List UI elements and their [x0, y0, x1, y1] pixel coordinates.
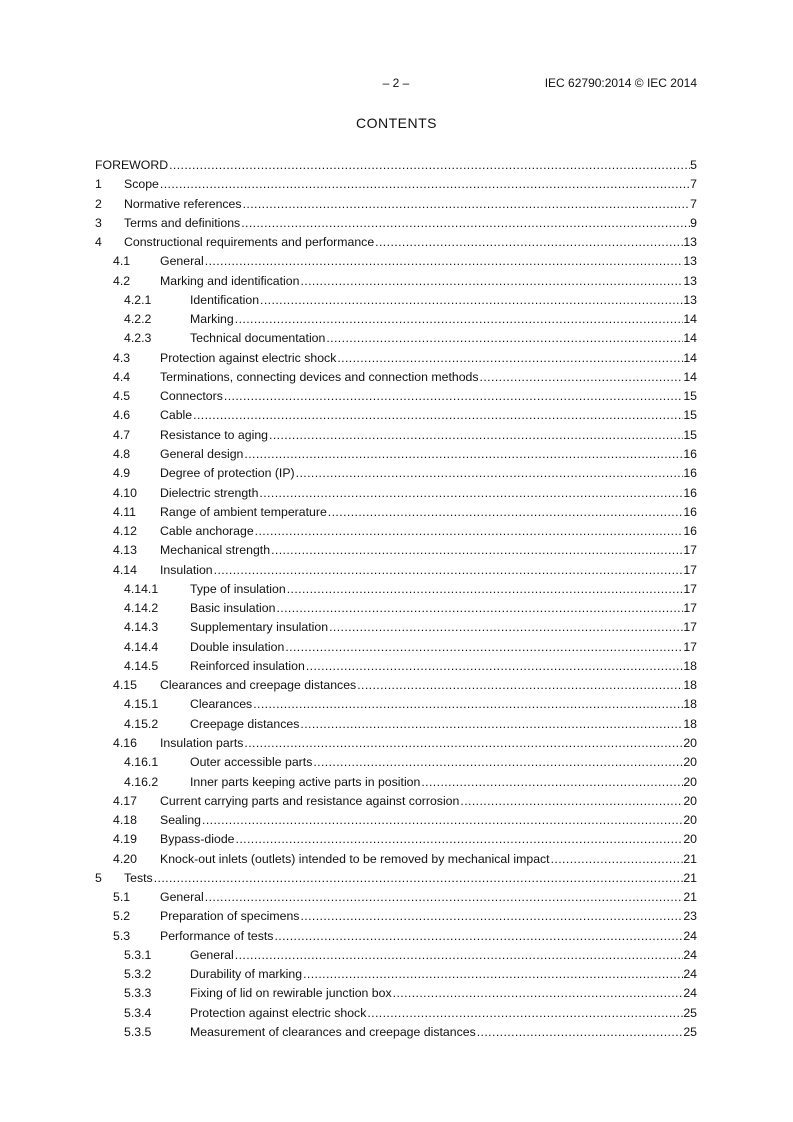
toc-entry-line — [160, 676, 697, 695]
toc-entry-line — [190, 946, 697, 965]
toc-entry-line — [190, 310, 697, 329]
toc-leader-dots — [168, 156, 690, 175]
toc-leader-dots — [153, 869, 684, 888]
toc-leader-dots — [243, 445, 683, 464]
toc-entry[interactable] — [95, 561, 697, 580]
toc-entry-line — [160, 888, 697, 907]
toc-entry-title: Protection against electric shock — [160, 350, 337, 365]
toc-entry[interactable] — [95, 773, 697, 792]
toc-entry-page: 13 — [683, 254, 697, 269]
toc-leader-dots — [328, 618, 683, 637]
toc-entry-title: FOREWORD — [95, 158, 169, 172]
toc-entry-page: 7 — [690, 177, 697, 192]
toc-entry-line — [190, 773, 697, 792]
toc-entry[interactable] — [95, 850, 697, 869]
toc-entry-title: Cable anchorage — [160, 524, 254, 539]
toc-entry-page: 15 — [683, 427, 697, 442]
toc-entry-page: 20 — [683, 735, 697, 750]
toc-entry-title: Scope — [124, 177, 159, 192]
toc-entry-page: 14 — [683, 350, 697, 365]
toc-leader-dots — [299, 907, 683, 926]
toc-entry-title: General — [190, 947, 234, 962]
toc-entry-line — [190, 580, 697, 599]
toc-entry-line — [124, 195, 697, 214]
toc-entry-title: Insulation parts — [160, 735, 244, 750]
toc-entry[interactable] — [95, 965, 697, 984]
toc-entry-line — [160, 811, 697, 830]
toc-entry-number: 1 — [95, 177, 102, 192]
toc-entry-number: 4.14.3 — [124, 620, 159, 635]
toc-entry-line — [160, 426, 697, 445]
toc-entry-title: Normative references — [124, 196, 242, 211]
toc-entry[interactable] — [95, 676, 697, 695]
page-title: CONTENTS — [356, 115, 437, 131]
toc-entry-number: 4.20 — [113, 851, 137, 866]
toc-entry-title: Identification — [190, 292, 260, 307]
toc-leader-dots — [259, 291, 683, 310]
toc-entry-page: 24 — [683, 967, 697, 982]
toc-entry-number: 5.1 — [113, 890, 131, 905]
toc-leader-dots — [327, 503, 684, 522]
toc-leader-dots — [204, 252, 684, 271]
toc-entry[interactable] — [95, 426, 697, 445]
toc-leader-dots — [479, 368, 684, 387]
toc-leader-dots — [305, 657, 683, 676]
toc-leader-dots — [234, 310, 684, 329]
toc-entry-title: Reinforced insulation — [190, 658, 305, 673]
toc-leader-dots — [275, 599, 683, 618]
toc-entry[interactable] — [95, 214, 697, 233]
toc-entry[interactable] — [95, 657, 697, 676]
toc-entry-number: 4.16 — [113, 735, 137, 750]
toc-entry-line — [124, 233, 697, 252]
toc-entry-page: 20 — [683, 832, 697, 847]
toc-leader-dots — [223, 387, 683, 406]
toc-entry-line — [160, 406, 697, 425]
toc-entry-line — [190, 984, 697, 1003]
toc-entry-number: 4.2 — [113, 273, 131, 288]
toc-entry-line — [190, 618, 697, 637]
toc-entry-page: 25 — [683, 1024, 697, 1039]
toc-leader-dots — [204, 888, 684, 907]
toc-entry[interactable] — [95, 445, 697, 464]
toc-entry-line — [160, 561, 697, 580]
toc-entry-title: Marking — [190, 312, 234, 327]
toc-leader-dots — [234, 946, 684, 965]
toc-entry-title: Measurement of clearances and creepage distances — [190, 1024, 476, 1039]
toc-entry-title: Terms and definitions — [124, 215, 241, 230]
toc-leader-dots — [356, 676, 683, 695]
toc-entry[interactable] — [95, 484, 697, 503]
toc-entry-line — [160, 734, 697, 753]
toc-leader-dots — [325, 329, 683, 348]
toc-entry-page: 15 — [683, 389, 697, 404]
toc-entry-title: Supplementary insulation — [190, 620, 329, 635]
toc-entry-title: General — [160, 254, 204, 269]
toc-entry[interactable] — [95, 349, 697, 368]
toc-entry-title: Outer accessible parts — [190, 755, 313, 770]
toc-entry-number: 4.16.2 — [124, 774, 159, 789]
toc-entry-title: Knock-out inlets (outlets) intended to be removed by mechanical impact — [160, 851, 550, 866]
toc-entry-page: 20 — [683, 774, 697, 789]
toc-entry-title: Insulation — [160, 562, 213, 577]
toc-entry-number: 4.11 — [113, 504, 137, 519]
toc-leader-dots — [273, 927, 683, 946]
toc-entry-number: 4.14 — [113, 562, 137, 577]
page-header — [95, 76, 697, 92]
toc-entry-number: 4.14.4 — [124, 639, 159, 654]
toc-entry-line — [160, 792, 697, 811]
toc-leader-dots — [392, 984, 684, 1003]
toc-entry-title: Performance of tests — [160, 928, 274, 943]
toc-entry-number: 2 — [95, 196, 102, 211]
toc-leader-dots — [235, 830, 684, 849]
toc-entry-title: Range of ambient temperature — [160, 504, 327, 519]
toc-entry-number: 5.3 — [113, 928, 131, 943]
toc-entry-line — [190, 1023, 697, 1042]
toc-leader-dots — [242, 195, 691, 214]
toc-entry-page: 18 — [683, 697, 697, 712]
toc-entry-title: Clearances and creepage distances — [160, 678, 357, 693]
toc-leader-dots — [299, 715, 683, 734]
toc-entry-page: 16 — [683, 446, 697, 461]
toc-entry-line — [160, 522, 697, 541]
toc-entry-number: 4.2.1 — [124, 292, 152, 307]
toc-entry-line — [124, 175, 697, 194]
toc-entry-line — [160, 927, 697, 946]
toc-leader-dots — [420, 773, 683, 792]
toc-entry-number: 4.12 — [113, 524, 137, 539]
toc-entry-title: Dielectric strength — [160, 485, 259, 500]
toc-entry-line — [160, 503, 697, 522]
toc-entry-page: 20 — [683, 793, 697, 808]
toc-leader-dots — [286, 580, 684, 599]
toc-entry-number: 4.6 — [113, 408, 131, 423]
toc-entry-page: 13 — [683, 273, 697, 288]
toc-entry-title: Durability of marking — [190, 967, 303, 982]
toc-entry[interactable] — [95, 195, 697, 214]
toc-entry-page: 16 — [683, 485, 697, 500]
toc-entry[interactable] — [95, 310, 697, 329]
toc-entry-number: 4.3 — [113, 350, 131, 365]
toc-entry-line — [160, 445, 697, 464]
toc-leader-dots — [268, 426, 683, 445]
toc-entry-line — [160, 830, 697, 849]
toc-entry-number: 4.7 — [113, 427, 131, 442]
toc-entry-title: Basic insulation — [190, 601, 276, 616]
toc-leader-dots — [159, 175, 690, 194]
toc-entry-number: 4.19 — [113, 832, 137, 847]
toc-entry-line — [95, 156, 697, 175]
toc-entry-line — [160, 464, 697, 483]
toc-leader-dots — [336, 349, 683, 368]
toc-entry-page: 14 — [683, 369, 697, 384]
toc-entry-line — [124, 869, 697, 888]
toc-entry[interactable] — [95, 406, 697, 425]
toc-entry-page: 21 — [683, 851, 697, 866]
toc-entry[interactable] — [95, 175, 697, 194]
toc-entry-page: 18 — [683, 678, 697, 693]
toc-leader-dots — [201, 811, 683, 830]
toc-entry[interactable] — [95, 387, 697, 406]
toc-entry[interactable] — [95, 984, 697, 1003]
toc-entry-title: Double insulation — [190, 639, 285, 654]
toc-entry-page: 7 — [690, 196, 697, 211]
toc-entry[interactable] — [95, 888, 697, 907]
toc-entry[interactable] — [95, 329, 697, 348]
toc-entry-line — [190, 599, 697, 618]
toc-entry-number: 5.3.3 — [124, 986, 152, 1001]
toc-entry[interactable] — [95, 252, 697, 271]
toc-entry-number: 4.8 — [113, 446, 131, 461]
toc-leader-dots — [240, 214, 690, 233]
toc-entry-number: 4.2.2 — [124, 312, 152, 327]
toc-leader-dots — [302, 965, 683, 984]
toc-entry[interactable] — [95, 618, 697, 637]
toc-entry-number: 4.14.2 — [124, 601, 159, 616]
toc-entry[interactable] — [95, 927, 697, 946]
toc-entry-title: Mechanical strength — [160, 543, 271, 558]
toc-leader-dots — [366, 1004, 683, 1023]
toc-entry[interactable] — [95, 1004, 697, 1023]
toc-entry-page: 24 — [683, 947, 697, 962]
toc-leader-dots — [550, 850, 684, 869]
toc-entry-page: 17 — [683, 601, 697, 616]
toc-leader-dots — [284, 638, 683, 657]
toc-entry-page: 16 — [683, 504, 697, 519]
toc-entry-page: 13 — [683, 235, 697, 250]
toc-entry[interactable] — [95, 156, 697, 175]
toc-entry[interactable] — [95, 580, 697, 599]
toc-entry-title: Tests — [124, 870, 153, 885]
toc-entry-page: 17 — [683, 620, 697, 635]
toc-entry[interactable] — [95, 946, 697, 965]
toc-entry-title: General — [160, 890, 204, 905]
toc-entry[interactable] — [95, 272, 697, 291]
toc-entry-line — [160, 484, 697, 503]
toc-entry-line — [160, 349, 697, 368]
toc-entry-line — [190, 1004, 697, 1023]
toc-entry-page: 25 — [683, 1005, 697, 1020]
toc-leader-dots — [312, 753, 683, 772]
toc-leader-dots — [192, 406, 683, 425]
toc-entry-title: Inner parts keeping active parts in position — [190, 774, 421, 789]
toc-entry-page: 17 — [683, 543, 697, 558]
toc-entry-title: Bypass-diode — [160, 832, 235, 847]
toc-entry-page: 23 — [683, 909, 697, 924]
toc-entry-number: 4.2.3 — [124, 331, 152, 346]
toc-entry[interactable] — [95, 869, 697, 888]
toc-leader-dots — [295, 464, 684, 483]
toc-entry-number: 4.17 — [113, 793, 137, 808]
toc-entry-line — [190, 715, 697, 734]
toc-entry-number: 4.13 — [113, 543, 137, 558]
toc-entry-page: 24 — [683, 986, 697, 1001]
toc-entry-title: Creepage distances — [190, 716, 300, 731]
toc-entry[interactable] — [95, 792, 697, 811]
toc-entry-line — [190, 695, 697, 714]
toc-entry-title: Clearances — [190, 697, 253, 712]
toc-leader-dots — [299, 272, 683, 291]
toc-entry-page: 15 — [683, 408, 697, 423]
toc-entry-line — [160, 387, 697, 406]
toc-entry-title: Marking and identification — [160, 273, 300, 288]
toc-entry-page: 17 — [683, 639, 697, 654]
toc-entry-number: 4.16.1 — [124, 755, 159, 770]
toc-entry[interactable] — [95, 695, 697, 714]
toc-entry[interactable] — [95, 830, 697, 849]
toc-entry-title: Protection against electric shock — [190, 1005, 367, 1020]
toc-entry-title: Sealing — [160, 813, 202, 828]
toc-entry-number: 4.14.5 — [124, 658, 159, 673]
toc-entry-number: 4.1 — [113, 254, 131, 269]
toc-entry[interactable] — [95, 811, 697, 830]
toc-entry-number: 4.15.2 — [124, 716, 159, 731]
toc-entry-number: 5.3.1 — [124, 947, 152, 962]
toc-entry-line — [160, 850, 697, 869]
toc-entry[interactable] — [95, 753, 697, 772]
toc-entry-line — [124, 214, 697, 233]
toc-entry-line — [190, 965, 697, 984]
toc-entry-line — [190, 638, 697, 657]
toc-entry-title: Fixing of lid on rewirable junction box — [190, 986, 392, 1001]
toc-entry-page: 21 — [683, 870, 697, 885]
toc-entry[interactable] — [95, 734, 697, 753]
page-number: – 2 – — [382, 76, 410, 90]
toc-entry-page: 20 — [683, 755, 697, 770]
toc-entry-number: 5.3.4 — [124, 1005, 152, 1020]
toc-entry[interactable] — [95, 907, 697, 926]
toc-entry[interactable] — [95, 233, 697, 252]
toc-entry[interactable] — [95, 503, 697, 522]
toc-entry-title: Resistance to aging — [160, 427, 269, 442]
toc-entry-page: 9 — [690, 215, 697, 230]
toc-entry[interactable] — [95, 522, 697, 541]
toc-entry-page: 14 — [683, 331, 697, 346]
toc-entry-line — [160, 252, 697, 271]
toc-entry-number: 5.3.2 — [124, 967, 152, 982]
toc-entry-number: 5.3.5 — [124, 1024, 152, 1039]
toc-entry-number: 4.14.1 — [124, 581, 159, 596]
toc-entry-number: 4.18 — [113, 813, 137, 828]
toc-entry-number: 5 — [95, 870, 102, 885]
toc-entry-title: Current carrying parts and resistance against corrosion — [160, 793, 460, 808]
toc-entry[interactable] — [95, 291, 697, 310]
toc-entry-title: Cable — [160, 408, 193, 423]
toc-entry-number: 5.2 — [113, 909, 131, 924]
toc-entry[interactable] — [95, 464, 697, 483]
toc-entry-number: 4.15 — [113, 678, 137, 693]
toc-leader-dots — [243, 734, 683, 753]
toc-entry[interactable] — [95, 1023, 697, 1042]
toc-entry-line — [160, 541, 697, 560]
toc-entry-number: 3 — [95, 215, 102, 230]
toc-entry-page: 16 — [683, 466, 697, 481]
toc-entry[interactable] — [95, 638, 697, 657]
toc-entry-title: Connectors — [160, 389, 223, 404]
toc-entry-page: 24 — [683, 928, 697, 943]
toc-entry-number: 4.10 — [113, 485, 137, 500]
document-reference: IEC 62790:2014 © IEC 2014 — [544, 76, 697, 90]
toc-leader-dots — [254, 522, 684, 541]
toc-entry[interactable] — [95, 541, 697, 560]
toc-entry-line — [190, 657, 697, 676]
toc-entry[interactable] — [95, 715, 697, 734]
toc-entry-number: 4 — [95, 235, 102, 250]
toc-entry-title: Constructional requirements and performance — [124, 235, 375, 250]
toc-entry-page: 18 — [683, 716, 697, 731]
toc-entry-page: 17 — [683, 562, 697, 577]
toc-entry-number: 4.9 — [113, 466, 131, 481]
toc-entry-line — [160, 907, 697, 926]
toc-entry-line — [190, 291, 697, 310]
toc-entry-title: Preparation of specimens — [160, 909, 300, 924]
toc-entry-page: 14 — [683, 312, 697, 327]
table-of-contents — [95, 156, 697, 1042]
toc-entry-page: 17 — [683, 581, 697, 596]
toc-leader-dots — [459, 792, 683, 811]
toc-entry-title: General design — [160, 446, 244, 461]
toc-leader-dots — [213, 561, 684, 580]
toc-entry-number: 4.4 — [113, 369, 131, 384]
toc-entry-page: 16 — [683, 524, 697, 539]
toc-leader-dots — [374, 233, 683, 252]
toc-entry-title: Technical documentation — [190, 331, 326, 346]
toc-entry-number: 4.15.1 — [124, 697, 159, 712]
toc-leader-dots — [476, 1023, 684, 1042]
toc-entry-page: 5 — [690, 158, 697, 172]
toc-leader-dots — [258, 484, 683, 503]
toc-leader-dots — [270, 541, 683, 560]
toc-entry-page: 20 — [683, 813, 697, 828]
toc-entry-line — [160, 272, 697, 291]
toc-entry-page: 18 — [683, 658, 697, 673]
toc-entry-line — [160, 368, 697, 387]
toc-entry-title: Degree of protection (IP) — [160, 466, 295, 481]
toc-entry[interactable] — [95, 368, 697, 387]
toc-entry-number: 4.5 — [113, 389, 131, 404]
toc-leader-dots — [252, 695, 683, 714]
toc-entry[interactable] — [95, 599, 697, 618]
toc-entry-title: Terminations, connecting devices and connection methods — [160, 369, 479, 384]
toc-entry-page: 13 — [683, 292, 697, 307]
toc-entry-title: Type of insulation — [190, 581, 286, 596]
toc-entry-page: 21 — [683, 890, 697, 905]
toc-entry-line — [190, 753, 697, 772]
toc-entry-line — [190, 329, 697, 348]
